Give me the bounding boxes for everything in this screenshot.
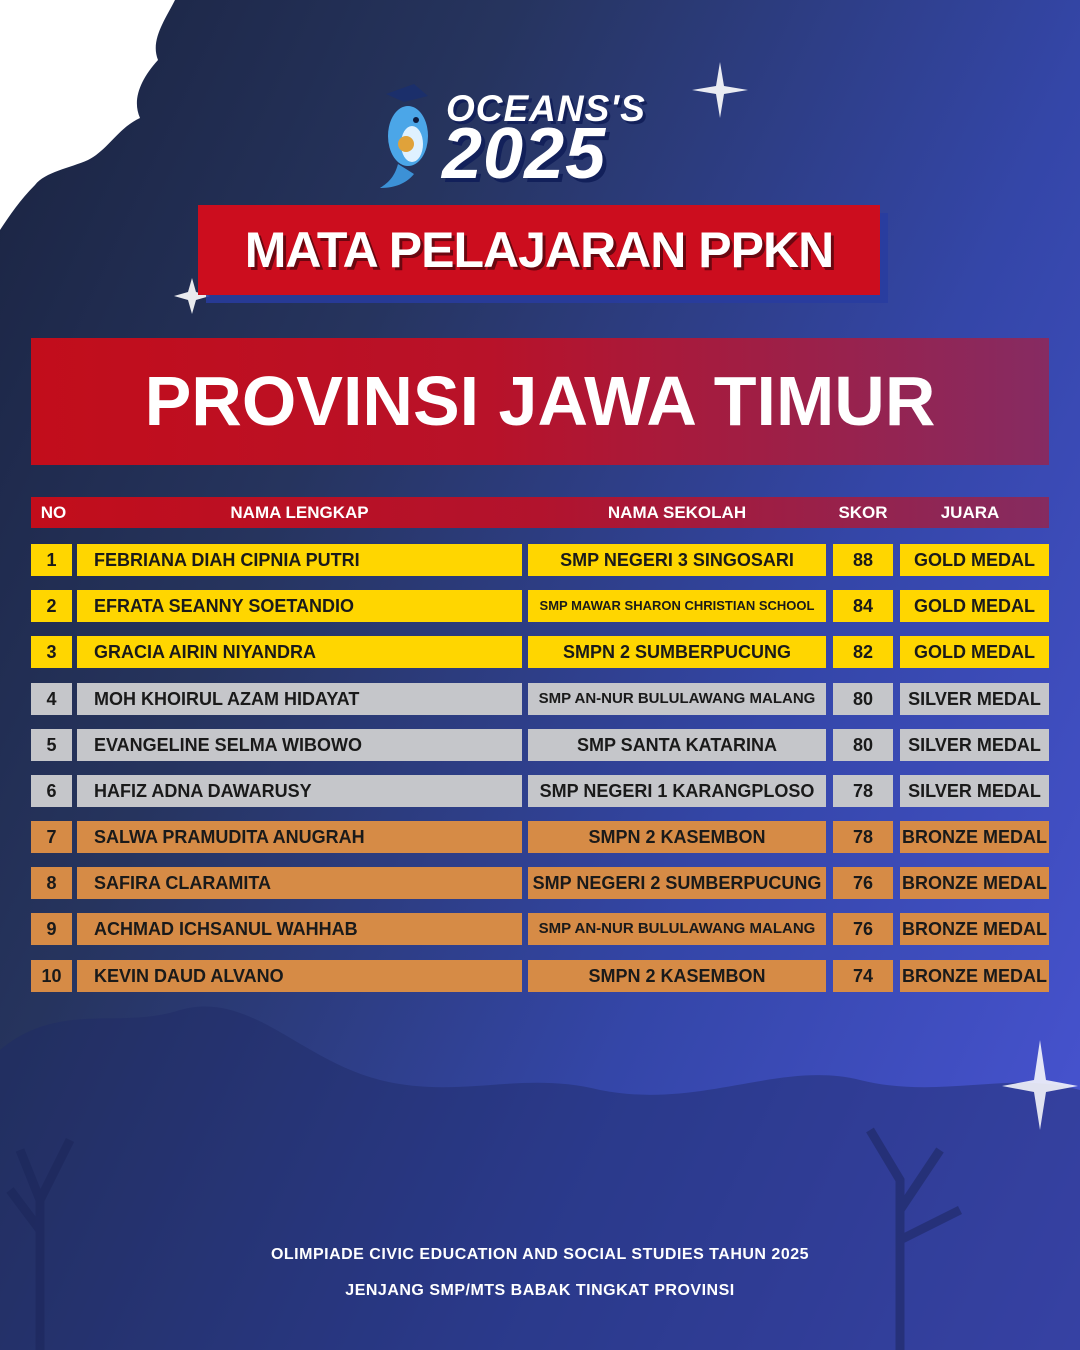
- row-score: 78: [833, 775, 893, 807]
- row-school: SMPN 2 KASEMBON: [528, 960, 826, 992]
- province-title: PROVINSI JAWA TIMUR: [144, 362, 936, 440]
- row-name: HAFIZ ADNA DAWARUSY: [77, 775, 522, 807]
- row-no: 10: [31, 960, 72, 992]
- row-name: FEBRIANA DIAH CIPNIA PUTRI: [77, 544, 522, 576]
- row-no: 6: [31, 775, 72, 807]
- row-no: 1: [31, 544, 72, 576]
- row-medal: BRONZE MEDAL: [900, 821, 1049, 853]
- row-no: 2: [31, 590, 72, 622]
- table-row: [31, 821, 1049, 853]
- subject-title: MATA PELAJARAN PPKN: [244, 222, 834, 278]
- table-header: [31, 497, 1049, 528]
- row-no: 8: [31, 867, 72, 899]
- row-name: KEVIN DAUD ALVANO: [77, 960, 522, 992]
- row-name: SAFIRA CLARAMITA: [77, 867, 522, 899]
- row-score: 76: [833, 867, 893, 899]
- row-school: SMP NEGERI 1 KARANGPLOSO: [528, 775, 826, 807]
- row-score: 88: [833, 544, 893, 576]
- footer-event-title: OLIMPIADE CIVIC EDUCATION AND SOCIAL STUDIES TAHUN 2025: [270, 1246, 810, 1263]
- dolphin-mascot-icon: [376, 84, 438, 192]
- row-medal: GOLD MEDAL: [900, 590, 1049, 622]
- table-row: [31, 960, 1049, 992]
- row-school: SMP SANTA KATARINA: [528, 729, 826, 761]
- row-name: ACHMAD ICHSANUL WAHHAB: [77, 913, 522, 945]
- footer-event-level: JENJANG SMP/MTS BABAK TINGKAT PROVINSI: [345, 1282, 735, 1299]
- row-score: 74: [833, 960, 893, 992]
- row-no: 4: [31, 683, 72, 715]
- table-row: [31, 729, 1049, 761]
- header-no: NO: [40, 503, 67, 522]
- header-name: NAMA LENGKAP: [230, 503, 369, 522]
- row-name: EVANGELINE SELMA WIBOWO: [77, 729, 522, 761]
- table-row: [31, 913, 1049, 945]
- row-medal: SILVER MEDAL: [900, 729, 1049, 761]
- row-no: 3: [31, 636, 72, 668]
- row-medal: BRONZE MEDAL: [900, 867, 1049, 899]
- province-banner: [31, 338, 1049, 465]
- subject-banner: [198, 205, 880, 295]
- table-row: [31, 636, 1049, 668]
- row-score: 78: [833, 821, 893, 853]
- row-school: SMPN 2 KASEMBON: [528, 821, 826, 853]
- row-score: 82: [833, 636, 893, 668]
- row-school: SMP AN-NUR BULULAWANG MALANG: [528, 913, 826, 945]
- table-row: [31, 544, 1049, 576]
- row-score: 80: [833, 683, 893, 715]
- header-medal: JUARA: [940, 503, 1000, 522]
- torn-paper-shape: [0, 0, 175, 230]
- row-name: GRACIA AIRIN NIYANDRA: [77, 636, 522, 668]
- row-medal: BRONZE MEDAL: [900, 913, 1049, 945]
- table-row: [31, 590, 1049, 622]
- row-medal: GOLD MEDAL: [900, 636, 1049, 668]
- row-score: 80: [833, 729, 893, 761]
- logo-title: OCEANS'S: [446, 88, 646, 129]
- row-medal: SILVER MEDAL: [900, 683, 1049, 715]
- row-no: 9: [31, 913, 72, 945]
- table-row: [31, 867, 1049, 899]
- row-medal: SILVER MEDAL: [900, 775, 1049, 807]
- row-school: SMP NEGERI 2 SUMBERPUCUNG: [528, 867, 826, 899]
- row-name: MOH KHOIRUL AZAM HIDAYAT: [77, 683, 522, 715]
- row-no: 7: [31, 821, 72, 853]
- row-school: SMP MAWAR SHARON CHRISTIAN SCHOOL: [528, 590, 826, 622]
- row-medal: GOLD MEDAL: [900, 544, 1049, 576]
- oceans-logo: [376, 84, 716, 194]
- row-school: SMP AN-NUR BULULAWANG MALANG: [528, 683, 826, 715]
- row-school: SMPN 2 SUMBERPUCUNG: [528, 636, 826, 668]
- row-score: 84: [833, 590, 893, 622]
- row-medal: BRONZE MEDAL: [900, 960, 1049, 992]
- header-score: SKOR: [838, 503, 888, 522]
- table-row: [31, 775, 1049, 807]
- row-school: SMP NEGERI 3 SINGOSARI: [528, 544, 826, 576]
- logo-year: 2025: [442, 114, 607, 194]
- header-school: NAMA SEKOLAH: [607, 503, 747, 522]
- row-score: 76: [833, 913, 893, 945]
- table-row: [31, 683, 1049, 715]
- row-name: SALWA PRAMUDITA ANUGRAH: [77, 821, 522, 853]
- row-no: 5: [31, 729, 72, 761]
- row-name: EFRATA SEANNY SOETANDIO: [77, 590, 522, 622]
